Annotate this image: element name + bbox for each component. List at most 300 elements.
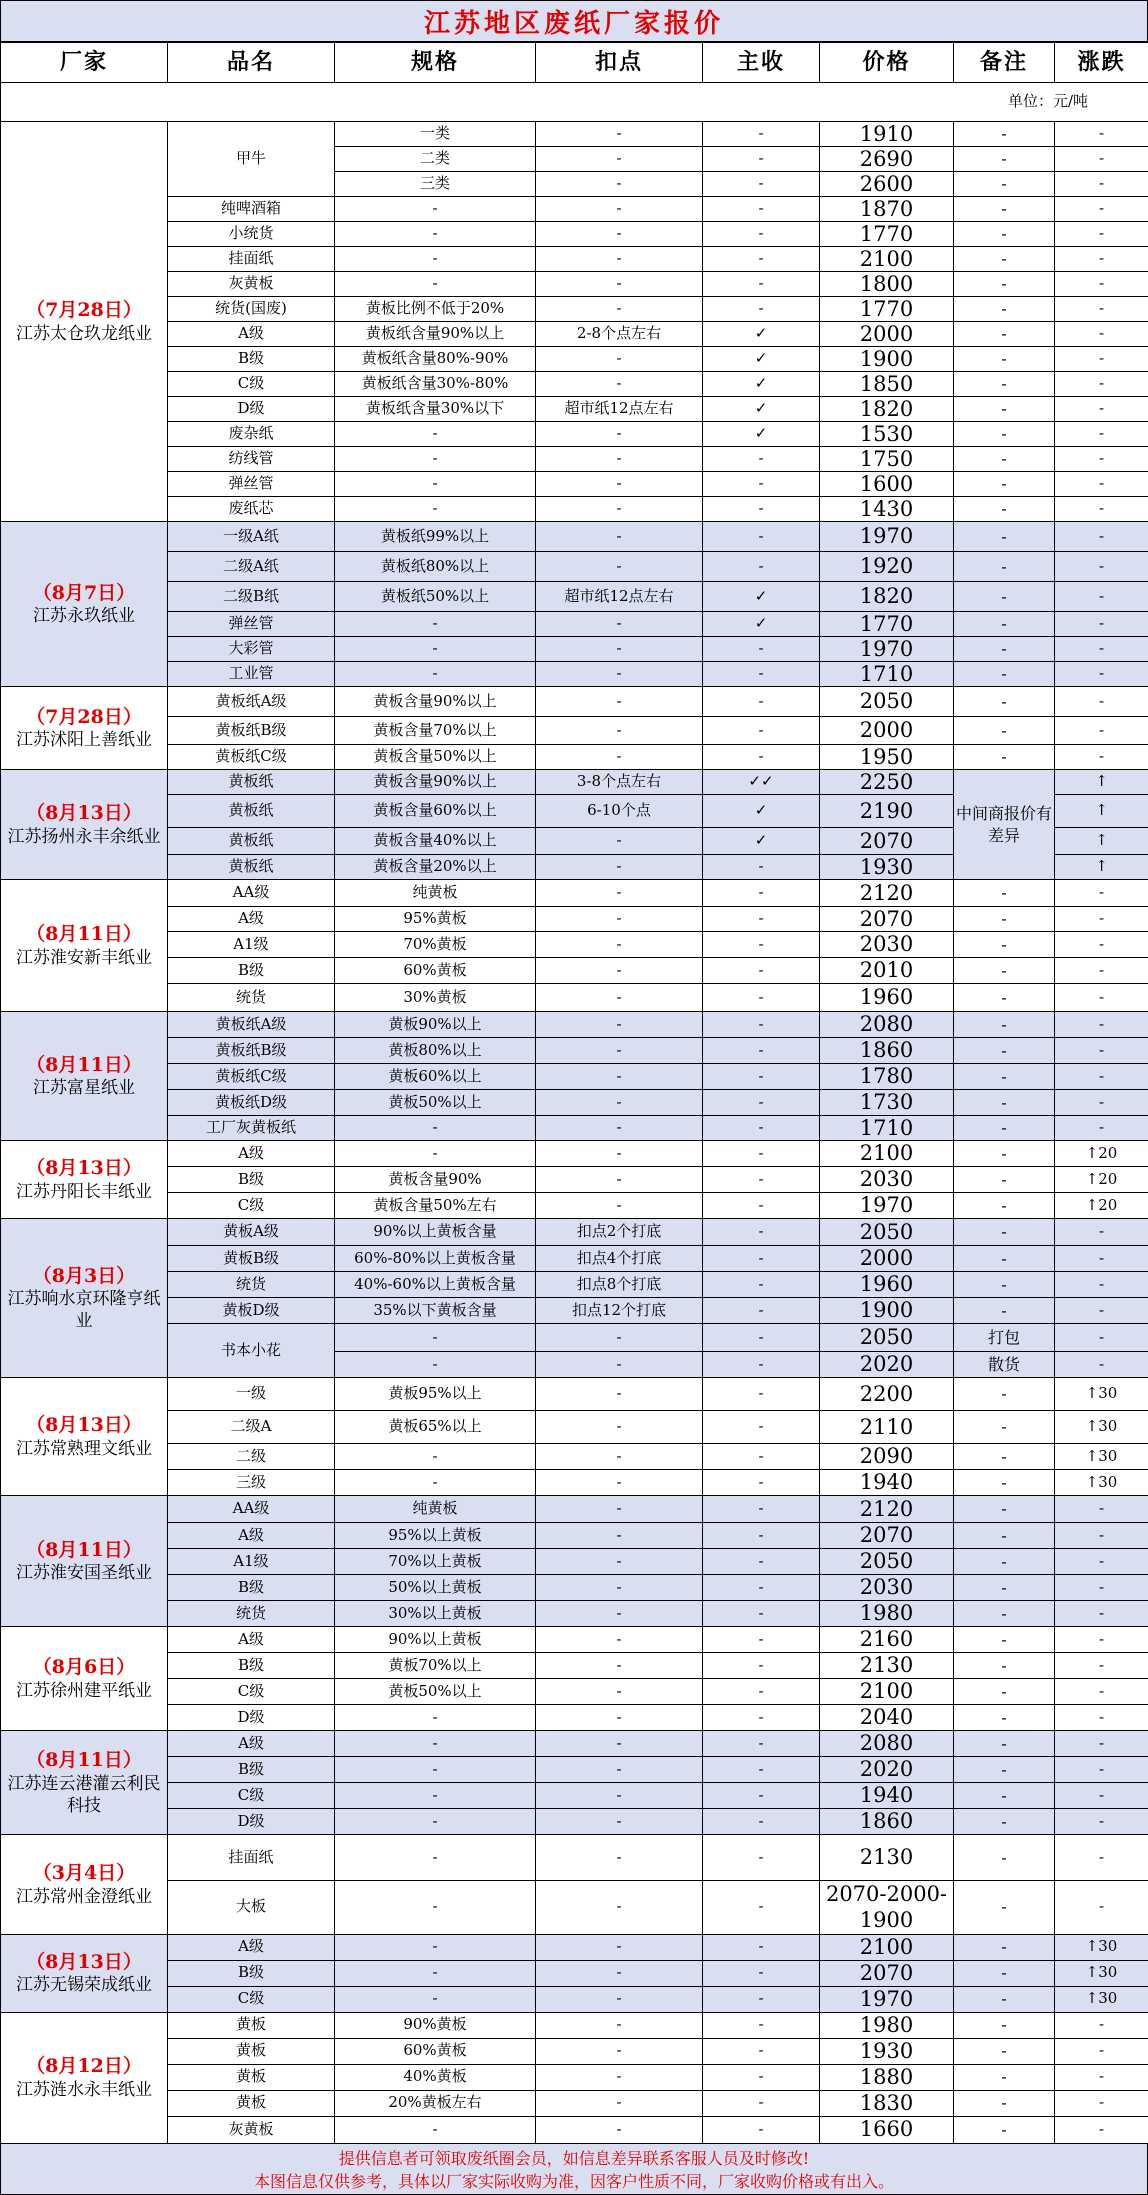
remark: - bbox=[954, 522, 1055, 552]
table-row bbox=[1, 2012, 1148, 2038]
price: 2040 bbox=[820, 1705, 954, 1731]
deduction: - bbox=[536, 1835, 703, 1881]
table-row bbox=[1, 1549, 1148, 1575]
table-row bbox=[1, 1090, 1148, 1116]
product-name: C级 bbox=[168, 1679, 335, 1705]
main-collect: - bbox=[703, 1986, 820, 2012]
deduction: - bbox=[536, 1470, 703, 1496]
product-name: 黄板纸 bbox=[168, 795, 335, 828]
spec: 黄板纸含量30%以下 bbox=[335, 397, 536, 422]
remark: - bbox=[954, 662, 1055, 687]
spec: - bbox=[335, 247, 536, 272]
table-row bbox=[1, 1835, 1148, 1881]
spec: 三类 bbox=[335, 172, 536, 197]
price: 2080 bbox=[820, 1012, 954, 1038]
remark: - bbox=[954, 147, 1055, 172]
product-name: B级 bbox=[168, 1653, 335, 1679]
remark: - bbox=[954, 1064, 1055, 1090]
main-collect: - bbox=[703, 222, 820, 247]
price: 2020 bbox=[820, 1757, 954, 1783]
price-change: - bbox=[1055, 322, 1148, 347]
price: 2070 bbox=[820, 1523, 954, 1549]
deduction: - bbox=[536, 1881, 703, 1935]
price-change: - bbox=[1055, 247, 1148, 272]
price-change: ↑ bbox=[1055, 795, 1148, 828]
remark: - bbox=[954, 1167, 1055, 1193]
spec: 20%黄板左右 bbox=[335, 2090, 536, 2116]
product-name: 统货 bbox=[168, 1272, 335, 1298]
product-name: A1级 bbox=[168, 932, 335, 958]
factory-cell bbox=[1, 1378, 168, 1496]
price-change: ↑20 bbox=[1055, 1141, 1148, 1167]
factory-name: 江苏连云港灌云利民科技 bbox=[5, 1773, 163, 1817]
product-name: 大板 bbox=[168, 1881, 335, 1935]
remark: - bbox=[954, 612, 1055, 637]
price-change: - bbox=[1055, 717, 1148, 745]
remark: - bbox=[954, 1470, 1055, 1496]
remark: - bbox=[954, 1835, 1055, 1881]
price: 1850 bbox=[820, 372, 954, 397]
main-collect: - bbox=[703, 1141, 820, 1167]
price: 1750 bbox=[820, 447, 954, 472]
spec: - bbox=[335, 1881, 536, 1935]
table-row bbox=[1, 1246, 1148, 1272]
spec: 70%以上黄板 bbox=[335, 1549, 536, 1575]
factory-name: 江苏富星纸业 bbox=[5, 1077, 163, 1099]
price-change: - bbox=[1055, 582, 1148, 612]
deduction: 超市纸12点左右 bbox=[536, 582, 703, 612]
deduction: - bbox=[536, 372, 703, 397]
spec: - bbox=[335, 1141, 536, 1167]
main-collect: - bbox=[703, 880, 820, 907]
remark: - bbox=[954, 322, 1055, 347]
main-collect: ✓ bbox=[703, 372, 820, 397]
table-row bbox=[1, 717, 1148, 745]
table-row bbox=[1, 1627, 1148, 1653]
price: 1950 bbox=[820, 745, 954, 770]
remark: - bbox=[954, 2012, 1055, 2038]
price-change: - bbox=[1055, 907, 1148, 932]
price: 1970 bbox=[820, 1193, 954, 1219]
factory-name: 江苏淮安新丰纸业 bbox=[5, 947, 163, 969]
table-row bbox=[1, 1934, 1148, 1960]
spec: 90%黄板 bbox=[335, 2012, 536, 2038]
product-name: 二级 bbox=[168, 1444, 335, 1470]
product-name: 灰黄板 bbox=[168, 272, 335, 297]
factory-name: 江苏常熟理文纸业 bbox=[5, 1438, 163, 1460]
product-name: 统货 bbox=[168, 1601, 335, 1627]
deduction: - bbox=[536, 197, 703, 222]
table-row bbox=[1, 1064, 1148, 1090]
remark: - bbox=[954, 297, 1055, 322]
price: 1820 bbox=[820, 397, 954, 422]
main-collect: - bbox=[703, 122, 820, 147]
deduction: - bbox=[536, 272, 703, 297]
table-row bbox=[1, 122, 1148, 147]
column-header: 主收 bbox=[703, 43, 820, 83]
main-collect: - bbox=[703, 1324, 820, 1352]
table-row bbox=[1, 322, 1148, 347]
price: 2190 bbox=[820, 795, 954, 828]
table-row bbox=[1, 907, 1148, 932]
main-collect: - bbox=[703, 1835, 820, 1881]
spec: 30%以上黄板 bbox=[335, 1601, 536, 1627]
table-row bbox=[1, 880, 1148, 907]
factory-name: 江苏淮安国圣纸业 bbox=[5, 1562, 163, 1584]
main-collect: - bbox=[703, 1470, 820, 1496]
price-change: - bbox=[1055, 1783, 1148, 1809]
table-row bbox=[1, 1705, 1148, 1731]
table-row bbox=[1, 1193, 1148, 1219]
main-collect: - bbox=[703, 1575, 820, 1601]
product-name: C级 bbox=[168, 372, 335, 397]
spec: 一类 bbox=[335, 122, 536, 147]
remark: - bbox=[954, 552, 1055, 582]
table-row bbox=[1, 447, 1148, 472]
quote-date: （8月13日） bbox=[5, 801, 163, 826]
main-collect: ✓ bbox=[703, 612, 820, 637]
product-name: 黄板 bbox=[168, 2090, 335, 2116]
price: 1960 bbox=[820, 1272, 954, 1298]
price: 2600 bbox=[820, 172, 954, 197]
main-collect: - bbox=[703, 1064, 820, 1090]
factory-cell bbox=[1, 687, 168, 770]
factory-cell bbox=[1, 1627, 168, 1731]
price-change: - bbox=[1055, 984, 1148, 1012]
price: 1970 bbox=[820, 1986, 954, 2012]
column-header: 规格 bbox=[335, 43, 536, 83]
deduction: - bbox=[536, 1444, 703, 1470]
spec: 黄板60%以上 bbox=[335, 1064, 536, 1090]
spec: - bbox=[335, 497, 536, 522]
price: 2110 bbox=[820, 1411, 954, 1444]
product-name: 黄板A级 bbox=[168, 1219, 335, 1246]
quote-date: （8月11日） bbox=[5, 1053, 163, 1078]
remark: - bbox=[954, 1705, 1055, 1731]
main-collect: - bbox=[703, 1090, 820, 1116]
price-change: ↑30 bbox=[1055, 1986, 1148, 2012]
product-name: 黄板B级 bbox=[168, 1246, 335, 1272]
main-collect: - bbox=[703, 687, 820, 717]
remark: - bbox=[954, 1116, 1055, 1141]
spec: 黄板含量70%以上 bbox=[335, 717, 536, 745]
table-row bbox=[1, 1731, 1148, 1757]
price: 1780 bbox=[820, 1064, 954, 1090]
deduction: - bbox=[536, 717, 703, 745]
product-name: D级 bbox=[168, 1705, 335, 1731]
column-header: 厂家 bbox=[1, 43, 168, 83]
product-name: AA级 bbox=[168, 1496, 335, 1523]
table-row bbox=[1, 1783, 1148, 1809]
product-name: 废杂纸 bbox=[168, 422, 335, 447]
remark: - bbox=[954, 1523, 1055, 1549]
price: 2080 bbox=[820, 1731, 954, 1757]
factory-name: 江苏扬州永丰余纸业 bbox=[5, 826, 163, 848]
remark: - bbox=[954, 1881, 1055, 1935]
factory-cell bbox=[1, 1219, 168, 1378]
deduction: - bbox=[536, 1705, 703, 1731]
table-row bbox=[1, 1809, 1148, 1835]
spec: 90%以上黄板 bbox=[335, 1627, 536, 1653]
spec: - bbox=[335, 1757, 536, 1783]
table-row bbox=[1, 958, 1148, 984]
spec: 黄板纸99%以上 bbox=[335, 522, 536, 552]
deduction: - bbox=[536, 347, 703, 372]
factory-cell bbox=[1, 1141, 168, 1219]
product-name: 废纸芯 bbox=[168, 497, 335, 522]
remark: - bbox=[954, 880, 1055, 907]
product-name: 黄板纸C级 bbox=[168, 745, 335, 770]
product-name: A级 bbox=[168, 1141, 335, 1167]
price-change: ↑ bbox=[1055, 828, 1148, 855]
spec: 60%黄板 bbox=[335, 958, 536, 984]
deduction: - bbox=[536, 1783, 703, 1809]
table-row bbox=[1, 1038, 1148, 1064]
spec: 黄板纸80%以上 bbox=[335, 552, 536, 582]
deduction: - bbox=[536, 2064, 703, 2090]
spec: - bbox=[335, 1705, 536, 1731]
deduction: 6-10个点 bbox=[536, 795, 703, 828]
price-change: - bbox=[1055, 2090, 1148, 2116]
spec: 40%黄板 bbox=[335, 2064, 536, 2090]
price: 2130 bbox=[820, 1653, 954, 1679]
deduction: - bbox=[536, 147, 703, 172]
quote-date: （8月3日） bbox=[5, 1264, 163, 1289]
spec: 50%以上黄板 bbox=[335, 1575, 536, 1601]
price-change: - bbox=[1055, 1352, 1148, 1378]
unit-row bbox=[1, 83, 1148, 122]
deduction: - bbox=[536, 687, 703, 717]
price: 1970 bbox=[820, 522, 954, 552]
quote-date: （8月7日） bbox=[5, 581, 163, 606]
remark: - bbox=[954, 422, 1055, 447]
remark: - bbox=[954, 347, 1055, 372]
price: 1980 bbox=[820, 2012, 954, 2038]
factory-name: 江苏涟水永丰纸业 bbox=[5, 2079, 163, 2101]
price-change: - bbox=[1055, 1324, 1148, 1352]
deduction: - bbox=[536, 1757, 703, 1783]
product-name: 黄板 bbox=[168, 2038, 335, 2064]
main-collect: - bbox=[703, 1167, 820, 1193]
price: 1910 bbox=[820, 122, 954, 147]
price: 1710 bbox=[820, 662, 954, 687]
product-name: B级 bbox=[168, 1757, 335, 1783]
price: 2030 bbox=[820, 1167, 954, 1193]
remark: - bbox=[954, 1272, 1055, 1298]
deduction: - bbox=[536, 2090, 703, 2116]
main-collect: ✓ bbox=[703, 582, 820, 612]
deduction: - bbox=[536, 1731, 703, 1757]
product-name: 统货 bbox=[168, 984, 335, 1012]
product-name: B级 bbox=[168, 1167, 335, 1193]
footer-notice bbox=[0, 2144, 1148, 2195]
product-name: AA级 bbox=[168, 880, 335, 907]
table-row bbox=[1, 1470, 1148, 1496]
main-collect: - bbox=[703, 1705, 820, 1731]
price-change: - bbox=[1055, 2038, 1148, 2064]
deduction: - bbox=[536, 552, 703, 582]
spec: - bbox=[335, 422, 536, 447]
remark: - bbox=[954, 497, 1055, 522]
price-change: - bbox=[1055, 197, 1148, 222]
factory-name: 江苏丹阳长丰纸业 bbox=[5, 1181, 163, 1203]
deduction: - bbox=[536, 1523, 703, 1549]
main-collect: - bbox=[703, 1783, 820, 1809]
deduction: - bbox=[536, 1809, 703, 1835]
price: 2100 bbox=[820, 1934, 954, 1960]
deduction: - bbox=[536, 855, 703, 880]
deduction: 2-8个点左右 bbox=[536, 322, 703, 347]
product-name: 二级A纸 bbox=[168, 552, 335, 582]
deduction: - bbox=[536, 1960, 703, 1986]
price-change: - bbox=[1055, 222, 1148, 247]
price: 2010 bbox=[820, 958, 954, 984]
price: 2000 bbox=[820, 717, 954, 745]
table-row bbox=[1, 552, 1148, 582]
product-name: 挂面纸 bbox=[168, 247, 335, 272]
spec: 30%黄板 bbox=[335, 984, 536, 1012]
price-table bbox=[0, 42, 1148, 2144]
price-change: - bbox=[1055, 552, 1148, 582]
factory-cell bbox=[1, 522, 168, 687]
price: 2070 bbox=[820, 907, 954, 932]
product-name: 书本小花 bbox=[168, 1324, 335, 1378]
spec: - bbox=[335, 1783, 536, 1809]
price: 1930 bbox=[820, 2038, 954, 2064]
deduction: - bbox=[536, 1324, 703, 1352]
remark: - bbox=[954, 1038, 1055, 1064]
table-row bbox=[1, 1986, 1148, 2012]
deduction: 扣点8个打底 bbox=[536, 1272, 703, 1298]
deduction: - bbox=[536, 1986, 703, 2012]
product-name: C级 bbox=[168, 1986, 335, 2012]
product-name: 弹丝管 bbox=[168, 612, 335, 637]
main-collect: - bbox=[703, 2064, 820, 2090]
price: 2070 bbox=[820, 1960, 954, 1986]
product-name: 黄板D级 bbox=[168, 1298, 335, 1324]
product-name: 三级 bbox=[168, 1470, 335, 1496]
main-collect: - bbox=[703, 932, 820, 958]
price: 1730 bbox=[820, 1090, 954, 1116]
main-collect: - bbox=[703, 2090, 820, 2116]
product-name: 黄板纸B级 bbox=[168, 717, 335, 745]
price-change: - bbox=[1055, 472, 1148, 497]
table-row bbox=[1, 1523, 1148, 1549]
price: 2030 bbox=[820, 1575, 954, 1601]
price-change: - bbox=[1055, 447, 1148, 472]
spec: 黄板纸50%以上 bbox=[335, 582, 536, 612]
main-collect: ✓ bbox=[703, 347, 820, 372]
price: 1820 bbox=[820, 582, 954, 612]
table-row bbox=[1, 1757, 1148, 1783]
table-row bbox=[1, 1881, 1148, 1935]
main-collect: ✓ bbox=[703, 322, 820, 347]
spec: 黄板50%以上 bbox=[335, 1679, 536, 1705]
factory-name: 江苏无锡荣成纸业 bbox=[5, 1974, 163, 1996]
spec: - bbox=[335, 197, 536, 222]
deduction: - bbox=[536, 1653, 703, 1679]
table-row bbox=[1, 745, 1148, 770]
remark: - bbox=[954, 372, 1055, 397]
table-row bbox=[1, 1272, 1148, 1298]
quote-date: （8月11日） bbox=[5, 922, 163, 947]
quote-date: （8月13日） bbox=[5, 1156, 163, 1181]
product-name: 甲牛 bbox=[168, 122, 335, 197]
spec: 黄板含量50%左右 bbox=[335, 1193, 536, 1219]
price-change: - bbox=[1055, 1496, 1148, 1523]
price-change: ↑30 bbox=[1055, 1411, 1148, 1444]
factory-name: 江苏常州金澄纸业 bbox=[5, 1886, 163, 1908]
price-change: - bbox=[1055, 932, 1148, 958]
main-collect: - bbox=[703, 1627, 820, 1653]
main-collect: - bbox=[703, 958, 820, 984]
remark: - bbox=[954, 2038, 1055, 2064]
product-name: 黄板纸 bbox=[168, 770, 335, 795]
deduction: - bbox=[536, 1575, 703, 1601]
spec: 70%黄板 bbox=[335, 932, 536, 958]
main-collect: - bbox=[703, 1601, 820, 1627]
table-row bbox=[1, 1116, 1148, 1141]
main-collect: - bbox=[703, 907, 820, 932]
spec: 黄板含量90%以上 bbox=[335, 687, 536, 717]
table-row bbox=[1, 497, 1148, 522]
remark: 打包 bbox=[954, 1324, 1055, 1352]
price-change: - bbox=[1055, 272, 1148, 297]
price-change: - bbox=[1055, 522, 1148, 552]
table-row bbox=[1, 297, 1148, 322]
price: 2050 bbox=[820, 1219, 954, 1246]
factory-name: 江苏永玖纸业 bbox=[5, 605, 163, 627]
spec: 95%黄板 bbox=[335, 907, 536, 932]
deduction: - bbox=[536, 1549, 703, 1575]
price: 1800 bbox=[820, 272, 954, 297]
main-collect: - bbox=[703, 1496, 820, 1523]
remark: - bbox=[954, 932, 1055, 958]
remark: - bbox=[954, 1986, 1055, 2012]
deduction: - bbox=[536, 122, 703, 147]
price-change: - bbox=[1055, 1881, 1148, 1935]
price-change: - bbox=[1055, 1038, 1148, 1064]
product-name: 大彩管 bbox=[168, 637, 335, 662]
main-collect: - bbox=[703, 147, 820, 172]
product-name: B级 bbox=[168, 958, 335, 984]
sheet-title: 江苏地区废纸厂家报价 bbox=[424, 3, 724, 40]
spec: 黄板纸含量80%-90% bbox=[335, 347, 536, 372]
price-change: - bbox=[1055, 1246, 1148, 1272]
remark: - bbox=[954, 582, 1055, 612]
remark: - bbox=[954, 1627, 1055, 1653]
product-name: 黄板纸 bbox=[168, 855, 335, 880]
price: 1530 bbox=[820, 422, 954, 447]
product-name: 一级 bbox=[168, 1378, 335, 1411]
table-row bbox=[1, 1324, 1148, 1352]
table-row bbox=[1, 687, 1148, 717]
product-name: C级 bbox=[168, 1783, 335, 1809]
main-collect: - bbox=[703, 1116, 820, 1141]
remark: - bbox=[954, 745, 1055, 770]
table-row bbox=[1, 1601, 1148, 1627]
spec: 黄板含量20%以上 bbox=[335, 855, 536, 880]
price: 1970 bbox=[820, 637, 954, 662]
table-row bbox=[1, 1012, 1148, 1038]
product-name: 黄板 bbox=[168, 2012, 335, 2038]
main-collect: - bbox=[703, 1193, 820, 1219]
spec: - bbox=[335, 2116, 536, 2143]
main-collect: - bbox=[703, 717, 820, 745]
price-change: ↑30 bbox=[1055, 1444, 1148, 1470]
quote-date: （8月13日） bbox=[5, 1413, 163, 1438]
price: 2100 bbox=[820, 1679, 954, 1705]
